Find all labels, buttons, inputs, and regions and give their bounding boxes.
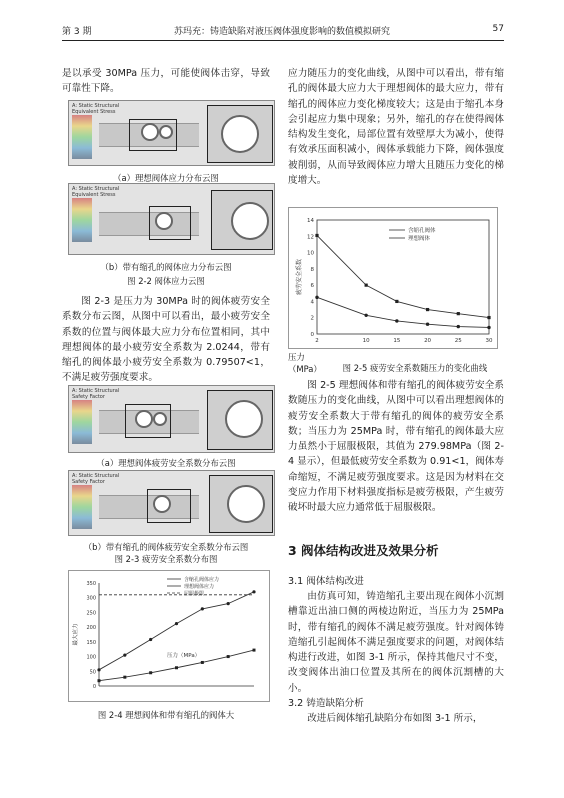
data-point: [201, 607, 204, 610]
caption-2-2a: （a）理想阀体应力分布云图: [113, 173, 219, 183]
y-axis-label: 疲劳安全系数: [296, 258, 303, 296]
x-axis-label: 压力（MPa）: [167, 653, 201, 659]
data-point: [315, 296, 318, 299]
data-point: [175, 666, 178, 669]
y-tick-label: 250: [86, 610, 96, 617]
data-point: [457, 325, 460, 328]
data-point: [315, 234, 318, 237]
caption-2-3b: （b）带有缩孔的阀体疲劳安全系数分布云图: [83, 542, 249, 552]
y-tick-label: 150: [86, 639, 96, 646]
data-point: [123, 654, 126, 657]
figure-2-2a: A: Static Structural Equivalent Stress: [68, 100, 275, 166]
plot-area: [317, 220, 489, 334]
y-tick-label: 14: [307, 218, 314, 224]
figure-2-2b: A: Static Structural Equivalent Stress: [68, 183, 275, 255]
y-tick-label: 350: [86, 581, 96, 587]
x-tick-label: 25: [454, 338, 462, 344]
data-point: [395, 300, 398, 303]
series-line: [317, 235, 489, 317]
y-tick-label: 50: [89, 669, 96, 676]
caption-2-3: 图 2-3 疲劳安全系数分布图: [114, 554, 218, 564]
section-3-2-heading: 3.2 铸造缺陷分析: [288, 698, 364, 709]
legend-label: 屈服极限: [184, 591, 205, 597]
paragraph-left-top: 是以承受 30MPa 压力，可能使阀体击穿，导致可靠性下降。: [62, 68, 270, 95]
page-header: [62, 24, 504, 40]
data-point: [227, 602, 230, 605]
chart-2-5-frame: [288, 207, 498, 349]
chart-2-4: [69, 571, 269, 701]
data-point: [487, 326, 490, 329]
caption-2-4: 图 2-4 理想阀体和带有缩孔的阀体大: [97, 710, 235, 720]
data-point: [123, 676, 126, 679]
data-point: [426, 323, 429, 326]
data-point: [426, 308, 429, 311]
y-tick-label: 300: [86, 595, 96, 602]
paragraph-3-2: 改进后阀体缩孔缺陷分布如图 3-1 所示，: [307, 713, 483, 724]
legend-label: 含缩孔阀体: [408, 228, 436, 234]
data-point: [149, 638, 152, 641]
data-point: [201, 661, 204, 664]
x-tick-label: 2: [315, 338, 319, 344]
caption-2-2: 图 2-2 阀体应力云图: [127, 276, 205, 286]
figure-2-3a: A: Static Structural Safety Factor: [68, 385, 275, 453]
issue-number: 第 3 期: [62, 27, 92, 37]
data-point: [252, 590, 255, 593]
section-3-1-heading: 3.1 阀体结构改进: [288, 576, 364, 587]
data-point: [98, 679, 101, 682]
legend-label: 含缩孔阀体应力: [184, 577, 220, 583]
y-tick-label: 2: [310, 315, 314, 322]
caption-2-5: 图 2-5 疲劳安全系数随压力的变化曲线: [342, 363, 488, 373]
x-tick-label: 30: [485, 338, 493, 344]
caption-2-3a: （a）理想阀体疲劳安全系数分布云图: [96, 458, 236, 468]
y-tick-label: 4: [310, 299, 314, 306]
chart-2-5: [289, 208, 497, 348]
chart-2-4-frame: [68, 570, 270, 702]
data-point: [149, 671, 152, 674]
header-rule: [62, 40, 504, 41]
data-point: [395, 319, 398, 322]
paragraph-right-top: 应力随压力的变化曲线，从图中可以看出，带有缩孔的阀体最大应力大于理想阀体的最大应力，带有缩孔的阀体应力变化梯度较大；这是由于缩孔本身会引起应力集中现象；另外，缩孔的存在使得阀体结构发生变化，局部位置有效壁厚大为减小，使得有效承压面积减小，阀体承载能力下降，阀体强度被削弱，从而导致阀体应力增大且随压力变化的梯度增大。: [288, 68, 504, 187]
y-tick-label: 8: [310, 266, 314, 273]
y-tick-label: 6: [310, 283, 314, 290]
section-3-heading: 3 阀体结构改进及效果分析: [288, 543, 439, 558]
chart-2-5-xlabel: 压力（MPa）: [288, 352, 322, 374]
x-tick-label: 20: [424, 338, 432, 344]
caption-2-2b: （b）带有缩孔的阀体应力分布云图: [100, 262, 232, 272]
data-point: [487, 316, 490, 319]
x-tick-label: 15: [393, 338, 401, 344]
page-number: 57: [492, 24, 504, 34]
y-tick-label: 100: [86, 654, 96, 661]
x-tick-label: 10: [362, 338, 370, 344]
data-point: [175, 622, 178, 625]
paragraph-3-1: 由仿真可知，铸造缩孔主要出现在阀体小沉割槽靠近出油口侧的两棱边附近，当压力为 25MPa 时，带有缩孔的阀体不满足疲劳强度。针对阀体铸造缩孔引起阀体不满足强度要求的问题，对阀体结构进行改进，如图 3-1 所示，保持其他尺寸不变，改变阀体出油口位置及其所在的阀体沉割槽的大小。: [288, 591, 504, 694]
y-tick-label: 0: [310, 332, 314, 338]
data-point: [253, 649, 256, 652]
paragraph-fig-2-3: 图 2-3 是压力为 30MPa 时的阀体疲劳安全系数分布云图，从图中可以看出，最小疲劳安全系数的位置与阀体最大应力分布位置相同，其中理想阀体的最小疲劳安全系数为 2.0244，带有缩孔的阀体最小疲劳安全系数为 0.79507<1，不满足疲劳强度要求。: [62, 296, 270, 384]
series-line: [317, 297, 489, 327]
figure-2-3b: A: Static Structural Safety Factor: [68, 470, 275, 536]
paragraph-fig-2-5: 图 2-5 理想阀体和带有缩孔的阀体疲劳安全系数随压力的变化曲线，从图中可以看出理想阀体的疲劳安全系数大于带有缩孔的阀体的疲劳安全系数；当压力为 25MPa 时，带有缩孔的阀体最大应力虽然小于屈服极限，其值为 279.98MPa（图 2-4 显示），但最低疲劳安全系数为 0.91<1，阀体寿命缩短，不满足疲劳强度要求。这是因为材料在交变应力作用下材料强度指标是疲劳极限，产生疲劳破坏时最大应力通常低于屈服极限。: [288, 380, 504, 514]
y-tick-label: 200: [86, 625, 96, 632]
data-point: [364, 314, 367, 317]
y-tick-label: 12: [307, 234, 314, 241]
y-tick-label: 0: [92, 684, 96, 690]
data-point: [227, 655, 230, 658]
legend-label: 理想阀体: [408, 236, 431, 242]
data-point: [365, 284, 368, 287]
data-point: [97, 668, 100, 671]
running-title: 苏玛充：铸造缺陷对液压阀体强度影响的数值模拟研究: [174, 27, 391, 37]
y-tick-label: 10: [307, 250, 314, 257]
data-point: [457, 312, 460, 315]
y-axis-label: 最大应力: [73, 623, 79, 646]
legend-label: 理想阀体应力: [184, 584, 215, 590]
